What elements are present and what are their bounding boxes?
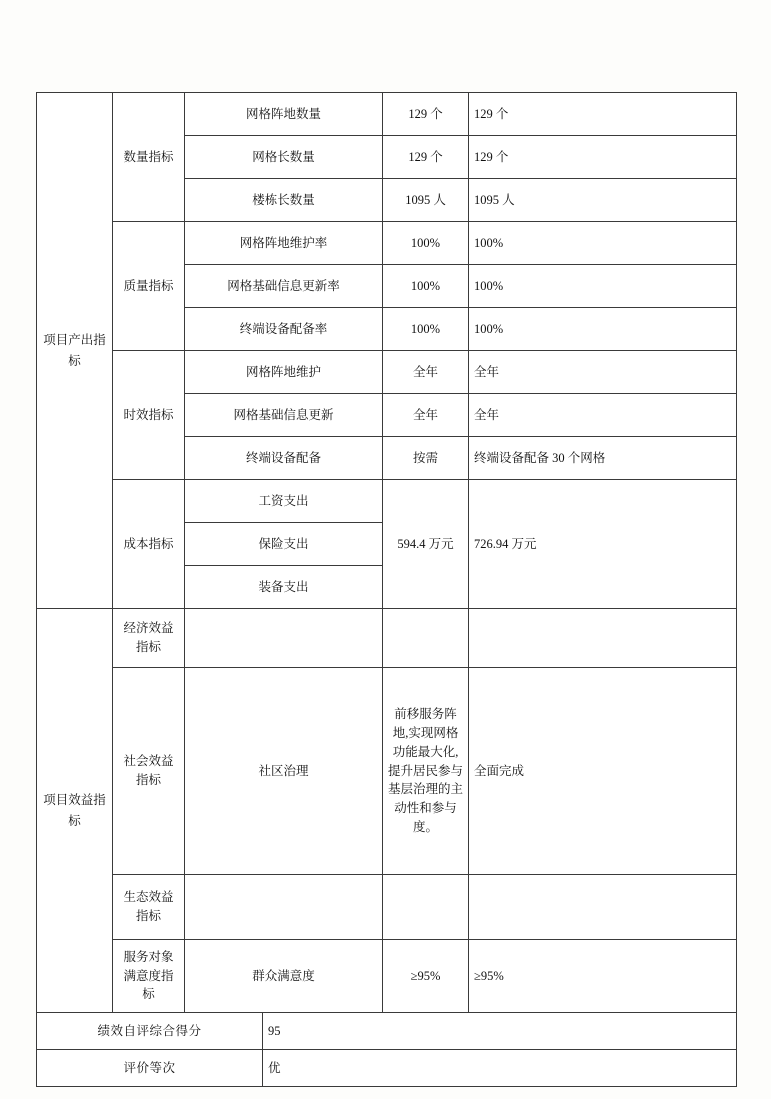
table-row — [37, 940, 737, 1013]
actual-social-benefit: 全面完成 — [469, 668, 737, 875]
performance-table-wrapper — [36, 92, 736, 1087]
table-row — [37, 351, 737, 394]
target-timeliness-site-maintenance: 全年 — [383, 351, 469, 394]
item-social-benefit: 社区治理 — [185, 668, 383, 875]
group-label-benefit-text: 项目效益指标 — [43, 792, 106, 828]
indicator-timeliness: 时效指标 — [113, 351, 185, 480]
indicator-social-benefit: 社会效益指标 — [113, 668, 185, 875]
group-label-output-text: 项目产出指标 — [43, 332, 106, 368]
item-site-maintenance-rate: 网格阵地维护率 — [185, 222, 383, 265]
target-ecological-benefit — [383, 875, 469, 940]
actual-grid-leader-count: 129 个 — [469, 136, 737, 179]
target-social-benefit: 前移服务阵地,实现网格功能最大化,提升居民参与基层治理的主动性和参与度。 — [383, 668, 469, 875]
target-cost-total: 594.4 万元 — [383, 480, 469, 609]
target-grid-leader-count: 129 个 — [383, 136, 469, 179]
footer-value-grade: 优 — [263, 1050, 737, 1087]
indicator-cost: 成本指标 — [113, 480, 185, 609]
group-label-benefit — [37, 609, 113, 1013]
item-timeliness-terminal-equip: 终端设备配备 — [185, 437, 383, 480]
item-info-update-rate: 网格基础信息更新率 — [185, 265, 383, 308]
item-satisfaction: 群众满意度 — [185, 940, 383, 1013]
target-satisfaction: ≥95% — [383, 940, 469, 1013]
target-site-maintenance-rate: 100% — [383, 222, 469, 265]
item-economic-benefit — [185, 609, 383, 668]
actual-info-update-rate: 100% — [469, 265, 737, 308]
item-terminal-equip-rate: 终端设备配备率 — [185, 308, 383, 351]
target-timeliness-terminal-equip: 按需 — [383, 437, 469, 480]
table-row — [37, 668, 737, 875]
table-row — [37, 1013, 737, 1050]
actual-timeliness-site-maintenance: 全年 — [469, 351, 737, 394]
target-building-leader-count: 1095 人 — [383, 179, 469, 222]
item-building-leader-count: 楼栋长数量 — [185, 179, 383, 222]
target-timeliness-info-update: 全年 — [383, 394, 469, 437]
target-economic-benefit — [383, 609, 469, 668]
table-row — [37, 609, 737, 668]
target-info-update-rate: 100% — [383, 265, 469, 308]
indicator-quantity: 数量指标 — [113, 93, 185, 222]
actual-timeliness-info-update: 全年 — [469, 394, 737, 437]
indicator-ecological-benefit: 生态效益指标 — [113, 875, 185, 940]
indicator-quality: 质量指标 — [113, 222, 185, 351]
footer-label-grade: 评价等次 — [37, 1050, 263, 1087]
actual-terminal-equip-rate: 100% — [469, 308, 737, 351]
group-label-output — [37, 93, 113, 609]
item-timeliness-site-maintenance: 网格阵地维护 — [185, 351, 383, 394]
actual-building-leader-count: 1095 人 — [469, 179, 737, 222]
item-ecological-benefit — [185, 875, 383, 940]
actual-site-maintenance-rate: 100% — [469, 222, 737, 265]
actual-economic-benefit — [469, 609, 737, 668]
indicator-economic-benefit: 经济效益指标 — [113, 609, 185, 668]
target-grid-site-count: 129 个 — [383, 93, 469, 136]
table-row — [37, 1050, 737, 1087]
footer-label-total-score: 绩效自评综合得分 — [37, 1013, 263, 1050]
item-grid-site-count: 网格阵地数量 — [185, 93, 383, 136]
table-row — [37, 93, 737, 136]
actual-timeliness-terminal-equip: 终端设备配备 30 个网格 — [469, 437, 737, 480]
table-row — [37, 875, 737, 940]
item-cost-insurance: 保险支出 — [185, 523, 383, 566]
actual-grid-site-count: 129 个 — [469, 93, 737, 136]
actual-satisfaction: ≥95% — [469, 940, 737, 1013]
table-row — [37, 222, 737, 265]
indicator-satisfaction: 服务对象满意度指标 — [113, 940, 185, 1013]
item-timeliness-info-update: 网格基础信息更新 — [185, 394, 383, 437]
item-cost-salary: 工资支出 — [185, 480, 383, 523]
actual-ecological-benefit — [469, 875, 737, 940]
target-terminal-equip-rate: 100% — [383, 308, 469, 351]
footer-value-total-score: 95 — [263, 1013, 737, 1050]
item-grid-leader-count: 网格长数量 — [185, 136, 383, 179]
item-cost-equipment: 装备支出 — [185, 566, 383, 609]
table-row — [37, 480, 737, 523]
actual-cost-total: 726.94 万元 — [469, 480, 737, 609]
performance-evaluation-table — [36, 92, 737, 1087]
